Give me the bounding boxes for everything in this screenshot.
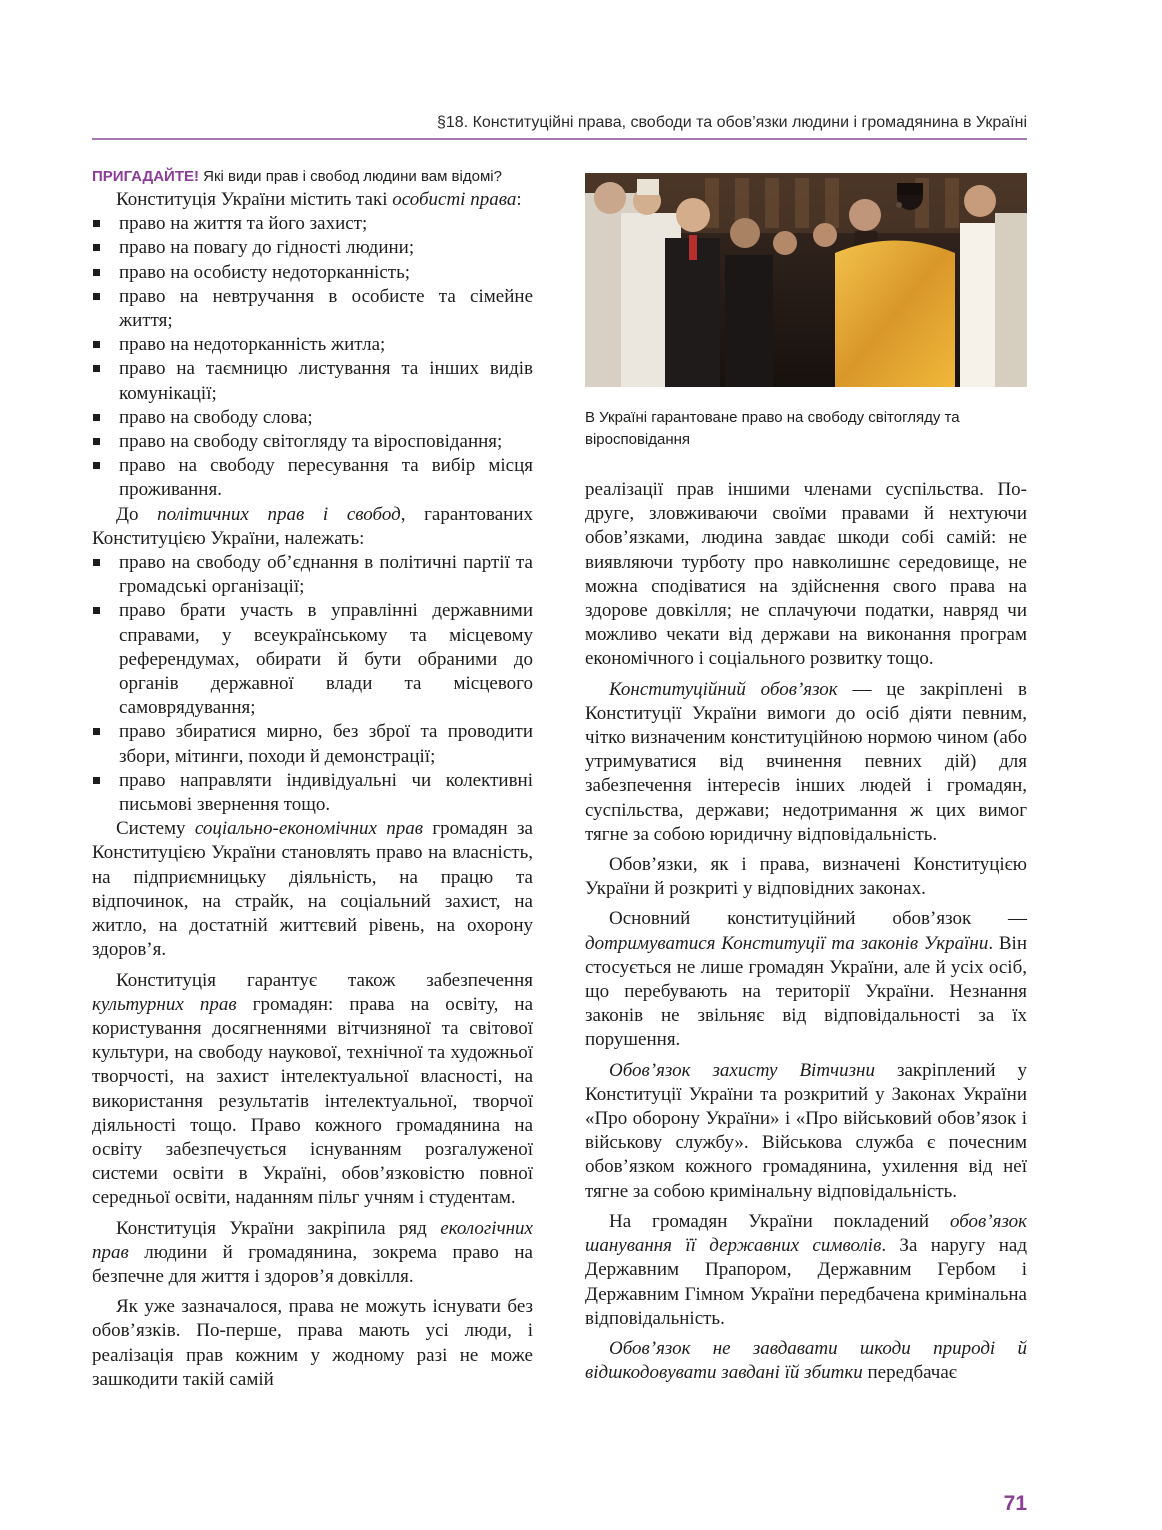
list-item: право брати участь в управлінні державними справами, у всеукраїнському та місцевому референдумах, обирати й бути обраними до органів державної влади та місцевого самоврядування;: [92, 599, 533, 720]
term-nature-duty: Обов’язок не завдавати шкоди природі й відшкодовувати завдані їй збитки: [585, 1337, 1027, 1384]
page-number: 71: [1003, 1492, 1027, 1515]
list-item: право на життя та його захист;: [92, 212, 533, 236]
term-personal-rights: особисті права: [392, 189, 517, 210]
term-main-duty: дотримуватися Конституції та законів України: [585, 932, 989, 954]
remember-keyword: ПРИГАДАЙТЕ!: [92, 168, 199, 185]
term-cultural-rights: культурних прав: [92, 993, 237, 1015]
term-ecological-rights: екологічних прав: [92, 1217, 533, 1263]
ecological-paragraph: Конституція України закріпила ряд екологічних прав людини й громадянина, зокрема право на безпечне для життя і здоров’я довкілля.: [92, 1217, 533, 1287]
list-item: право на невтручання в особисте та сімейне життя;: [92, 285, 533, 333]
constitutional-duty-definition: Конституційний обов’язок — це закріплені в Конституції України вимоги до осіб діяти певним, чітко визначеним конституційною нормою чином (або утримуватися від вчинення певних дій) для забезпечення інтересів інших людей і громадян, суспільства, держави; недотримання ж цих вимог тягне за собою юридичну відповідальність.: [585, 678, 1027, 845]
social-economic-paragraph: Систему соціально-економічних прав громадян за Конституцією України становлять право на власність, на підприємницьку діяльність, на працю та відпочинок, на страйк, на соціальний захист, на житло, на достатній життєвий рівень, на охорону здоров’я.: [92, 818, 533, 961]
political-rights-list: [92, 551, 533, 817]
section-title: §18. Конституційні права, свободи та обов’язки людини і громадянина в Україні: [437, 114, 1027, 131]
religious-ceremony-photo: [585, 173, 1027, 387]
list-item: право направляти індивідуальні чи колективні письмові звернення тощо.: [92, 769, 533, 817]
list-item: право на свободу світогляду та віросповідання;: [92, 430, 533, 454]
list-item: право на недоторканність житла;: [92, 333, 533, 357]
symbols-duty-paragraph: На громадян України покладений обов’язок шанування її державних символів. За наругу над Державним Прапором, Державним Гербом і Державним Гімном України передбачена кримінальна відповідальність.: [585, 1210, 1027, 1329]
remember-prompt: [92, 166, 533, 188]
right-column: [585, 478, 1027, 1385]
term-political-rights: політичних прав і свобод: [157, 503, 401, 525]
list-item: право на таємницю листування та інших видів комунікації;: [92, 357, 533, 405]
duties-intro-paragraph: Як уже зазначалося, права не можуть існувати без обов’язків. По-перше, права мають усі люди, і реалізація прав кожним у жодному разі не може зашкодити такій самій: [92, 1296, 533, 1390]
list-item: право на свободу слова;: [92, 406, 533, 430]
list-item: право на свободу об’єднання в політичні партії та громадські організації;: [92, 551, 533, 599]
cultural-paragraph: Конституція гарантує також забезпечення культурних прав громадян: права на освіту, на користування досягненнями вітчизняної та світової культури, на свободу наукової, технічної та художньої творчості, на захист інтелектуальної власності, на використання результатів інтелектуальної, творчої діяльності тощо. Право кожного громадянина на освіту забезпечується існуванням розгалуженої системи освіти в Україні, обов’язковістю повної середньої освіти, наданням пільг учням і студентам.: [92, 969, 534, 1209]
defense-duty-paragraph: Обов’язок захисту Вітчизни закріплений у Конституції України та розкритий у Законах України «Про оборону України» і «Про військовий обов’язок і військову службу». Військова служба є почесним обов’язком кожного громадянина, ухилення від неї тягне за собою кримінальну відповідальність.: [585, 1059, 1027, 1202]
continuation-paragraph: реалізації прав іншими членами суспільства. По-друге, зловживаючи своїми правами й нехтуючи обов’язками, людина завдає шкоди собі самій: не виявляючи турботу про навколишнє середовище, не можна сподіватися на здійснення свого права на здорове довкілля; не сплачуючи податки, навряд чи можливо чекати від держави на виконання програм економічного і соціального розвитку тощо.: [585, 479, 1027, 670]
term-constitutional-duty: Конституційний обов’язок: [609, 678, 838, 700]
list-item: право збиратися мирно, без зброї та проводити збори, мітинги, походи й демонстрації;: [92, 720, 533, 768]
duties-laws-paragraph: Обов’язки, як і права, визначені Конституцією України й розкриті у відповідних законах.: [585, 854, 1027, 900]
personal-rights-intro: Конституція України містить такі особисті права:: [116, 189, 522, 210]
term-defense-duty: Обов’язок захисту Вітчизни: [609, 1059, 875, 1081]
running-header: [92, 110, 1027, 140]
political-rights-intro: До політичних прав і свобод, гарантованих Конституцією України, належать:: [92, 503, 533, 549]
list-item: право на свободу пересування та вибір місця проживання.: [92, 454, 533, 502]
term-symbols-duty: обов’язок шанування її державних символів: [585, 1210, 1027, 1257]
personal-rights-list: [92, 212, 533, 502]
term-social-economic-rights: соціально-економічних прав: [194, 818, 424, 840]
left-column: [92, 166, 533, 1392]
list-item: право на повагу до гідності людини;: [92, 236, 533, 260]
list-item: право на особисту недоторканність;: [92, 261, 533, 285]
nature-duty-paragraph: Обов’язок не завдавати шкоди природі й відшкодовувати завдані їй збитки передбачає: [585, 1337, 1027, 1384]
remember-question: Які види прав і свобод людини вам відомі?: [198, 168, 502, 185]
main-duty-paragraph: Основний конституційний обов’язок — дотримуватися Конституції та законів України. Він стосується не лише громадян України, але й усіх осіб, що перебувають на території України. Незнання законів не звільняє від відповідальності за їх порушення.: [585, 908, 1028, 1051]
photo-caption: В Україні гарантоване право на свободу світогляду та віросповідання: [585, 409, 960, 448]
